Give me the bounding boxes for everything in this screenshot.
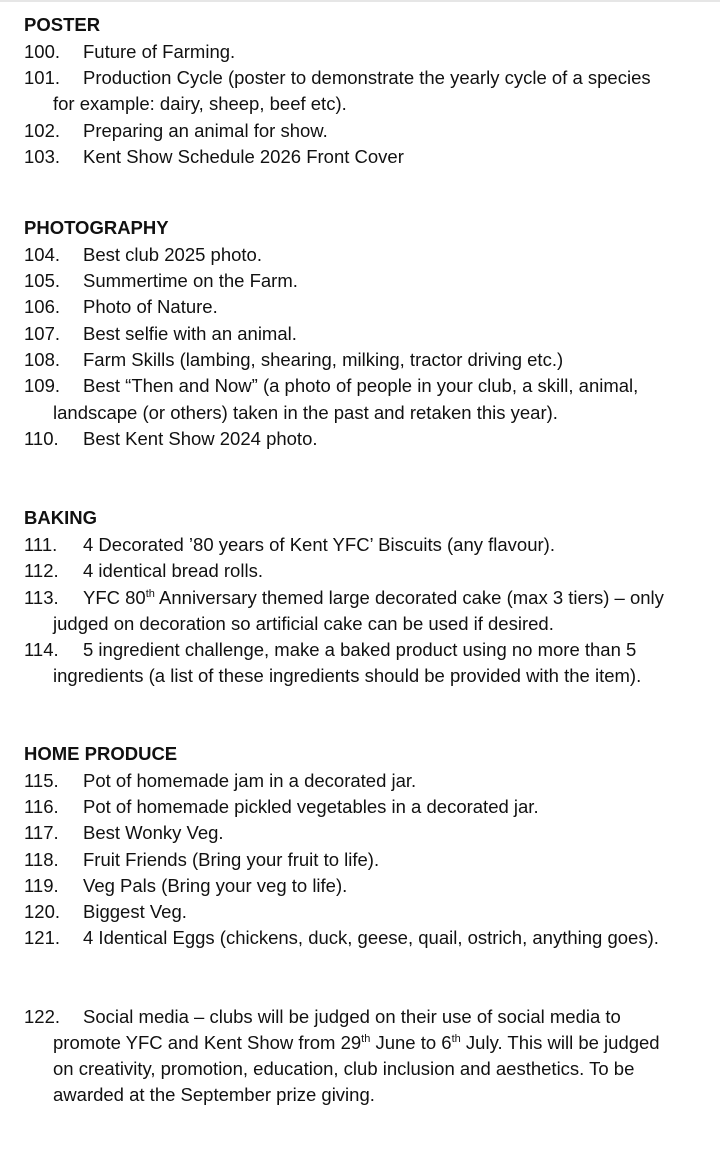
item-number: 114. bbox=[24, 639, 59, 660]
item-number: 106. bbox=[24, 296, 61, 317]
section-heading-home-produce: HOME PRODUCE bbox=[24, 743, 178, 764]
item-number: 108. bbox=[24, 349, 61, 370]
item-text: Best Kent Show 2024 photo. bbox=[83, 428, 318, 449]
ordinal-suffix: th bbox=[451, 1032, 461, 1045]
item-number: 109. bbox=[24, 375, 61, 396]
section-heading-baking: BAKING bbox=[24, 507, 97, 528]
item-text-part: promote YFC and Kent Show from 29 bbox=[53, 1032, 362, 1053]
item-text-part: July. This will be judged bbox=[460, 1032, 660, 1053]
ordinal-suffix: th bbox=[361, 1032, 371, 1045]
item-text bbox=[83, 585, 664, 611]
item-number: 116. bbox=[24, 796, 59, 817]
item-number: 121. bbox=[24, 927, 61, 948]
item-text-continued: landscape (or others) taken in the past and retaken this year). bbox=[53, 402, 558, 423]
item-text: Social media – clubs will be judged on their use of social media to bbox=[83, 1006, 621, 1027]
item-text: Preparing an animal for show. bbox=[83, 120, 328, 141]
item-text: Fruit Friends (Bring your fruit to life). bbox=[83, 849, 380, 870]
item-text: Best selfie with an animal. bbox=[83, 323, 297, 344]
item-number: 105. bbox=[24, 270, 61, 291]
item-number: 111. bbox=[24, 534, 58, 555]
item-number: 103. bbox=[24, 146, 61, 167]
item-text-part: YFC 80 bbox=[83, 587, 146, 608]
item-number: 113. bbox=[24, 587, 59, 608]
item-text: Photo of Nature. bbox=[83, 296, 218, 317]
item-text-continued: ingredients (a list of these ingredients should be provided with the item). bbox=[53, 665, 642, 686]
item-text: Veg Pals (Bring your veg to life). bbox=[83, 875, 348, 896]
item-text: Summertime on the Farm. bbox=[83, 270, 298, 291]
item-number: 110. bbox=[24, 428, 59, 449]
item-text: Best club 2025 photo. bbox=[83, 244, 262, 265]
item-number: 101. bbox=[24, 67, 61, 88]
item-text: Best Wonky Veg. bbox=[83, 822, 224, 843]
item-text-continued bbox=[53, 1030, 660, 1056]
item-text-continued: judged on decoration so artificial cake can be used if desired. bbox=[53, 613, 554, 634]
item-text: 5 ingredient challenge, make a baked product using no more than 5 bbox=[83, 639, 637, 660]
ordinal-suffix: th bbox=[145, 587, 155, 600]
item-text-part: Anniversary themed large decorated cake (max 3 tiers) – only bbox=[154, 587, 664, 608]
item-text: Farm Skills (lambing, shearing, milking, tractor driving etc.) bbox=[83, 349, 564, 370]
item-number: 117. bbox=[24, 822, 59, 843]
item-text-continued: on creativity, promotion, education, club inclusion and aesthetics. To be bbox=[53, 1058, 635, 1079]
item-text: Production Cycle (poster to demonstrate the yearly cycle of a species bbox=[83, 67, 651, 88]
section-heading-photography: PHOTOGRAPHY bbox=[24, 217, 169, 238]
item-text-continued: awarded at the September prize giving. bbox=[53, 1084, 375, 1105]
item-text: Pot of homemade jam in a decorated jar. bbox=[83, 770, 417, 791]
item-text: Pot of homemade pickled vegetables in a decorated jar. bbox=[83, 796, 539, 817]
item-text: 4 Identical Eggs (chickens, duck, geese, quail, ostrich, anything goes). bbox=[83, 927, 659, 948]
item-text: Biggest Veg. bbox=[83, 901, 187, 922]
item-number: 102. bbox=[24, 120, 61, 141]
item-text-continued: for example: dairy, sheep, beef etc). bbox=[53, 93, 347, 114]
item-text: Best “Then and Now” (a photo of people in your club, a skill, animal, bbox=[83, 375, 639, 396]
item-number: 122. bbox=[24, 1006, 61, 1027]
item-number: 100. bbox=[24, 41, 61, 62]
item-number: 115. bbox=[24, 770, 59, 791]
section-heading-poster: POSTER bbox=[24, 14, 101, 35]
item-number: 119. bbox=[24, 875, 59, 896]
item-text: Future of Farming. bbox=[83, 41, 236, 62]
item-number: 104. bbox=[24, 244, 61, 265]
item-text: 4 identical bread rolls. bbox=[83, 560, 263, 581]
item-text: 4 Decorated ’80 years of Kent YFC’ Biscuits (any flavour). bbox=[83, 534, 555, 555]
item-text: Kent Show Schedule 2026 Front Cover bbox=[83, 146, 404, 167]
item-text-part: June to 6 bbox=[370, 1032, 452, 1053]
item-number: 120. bbox=[24, 901, 61, 922]
item-number: 112. bbox=[24, 560, 59, 581]
item-number: 107. bbox=[24, 323, 61, 344]
item-number: 118. bbox=[24, 849, 59, 870]
